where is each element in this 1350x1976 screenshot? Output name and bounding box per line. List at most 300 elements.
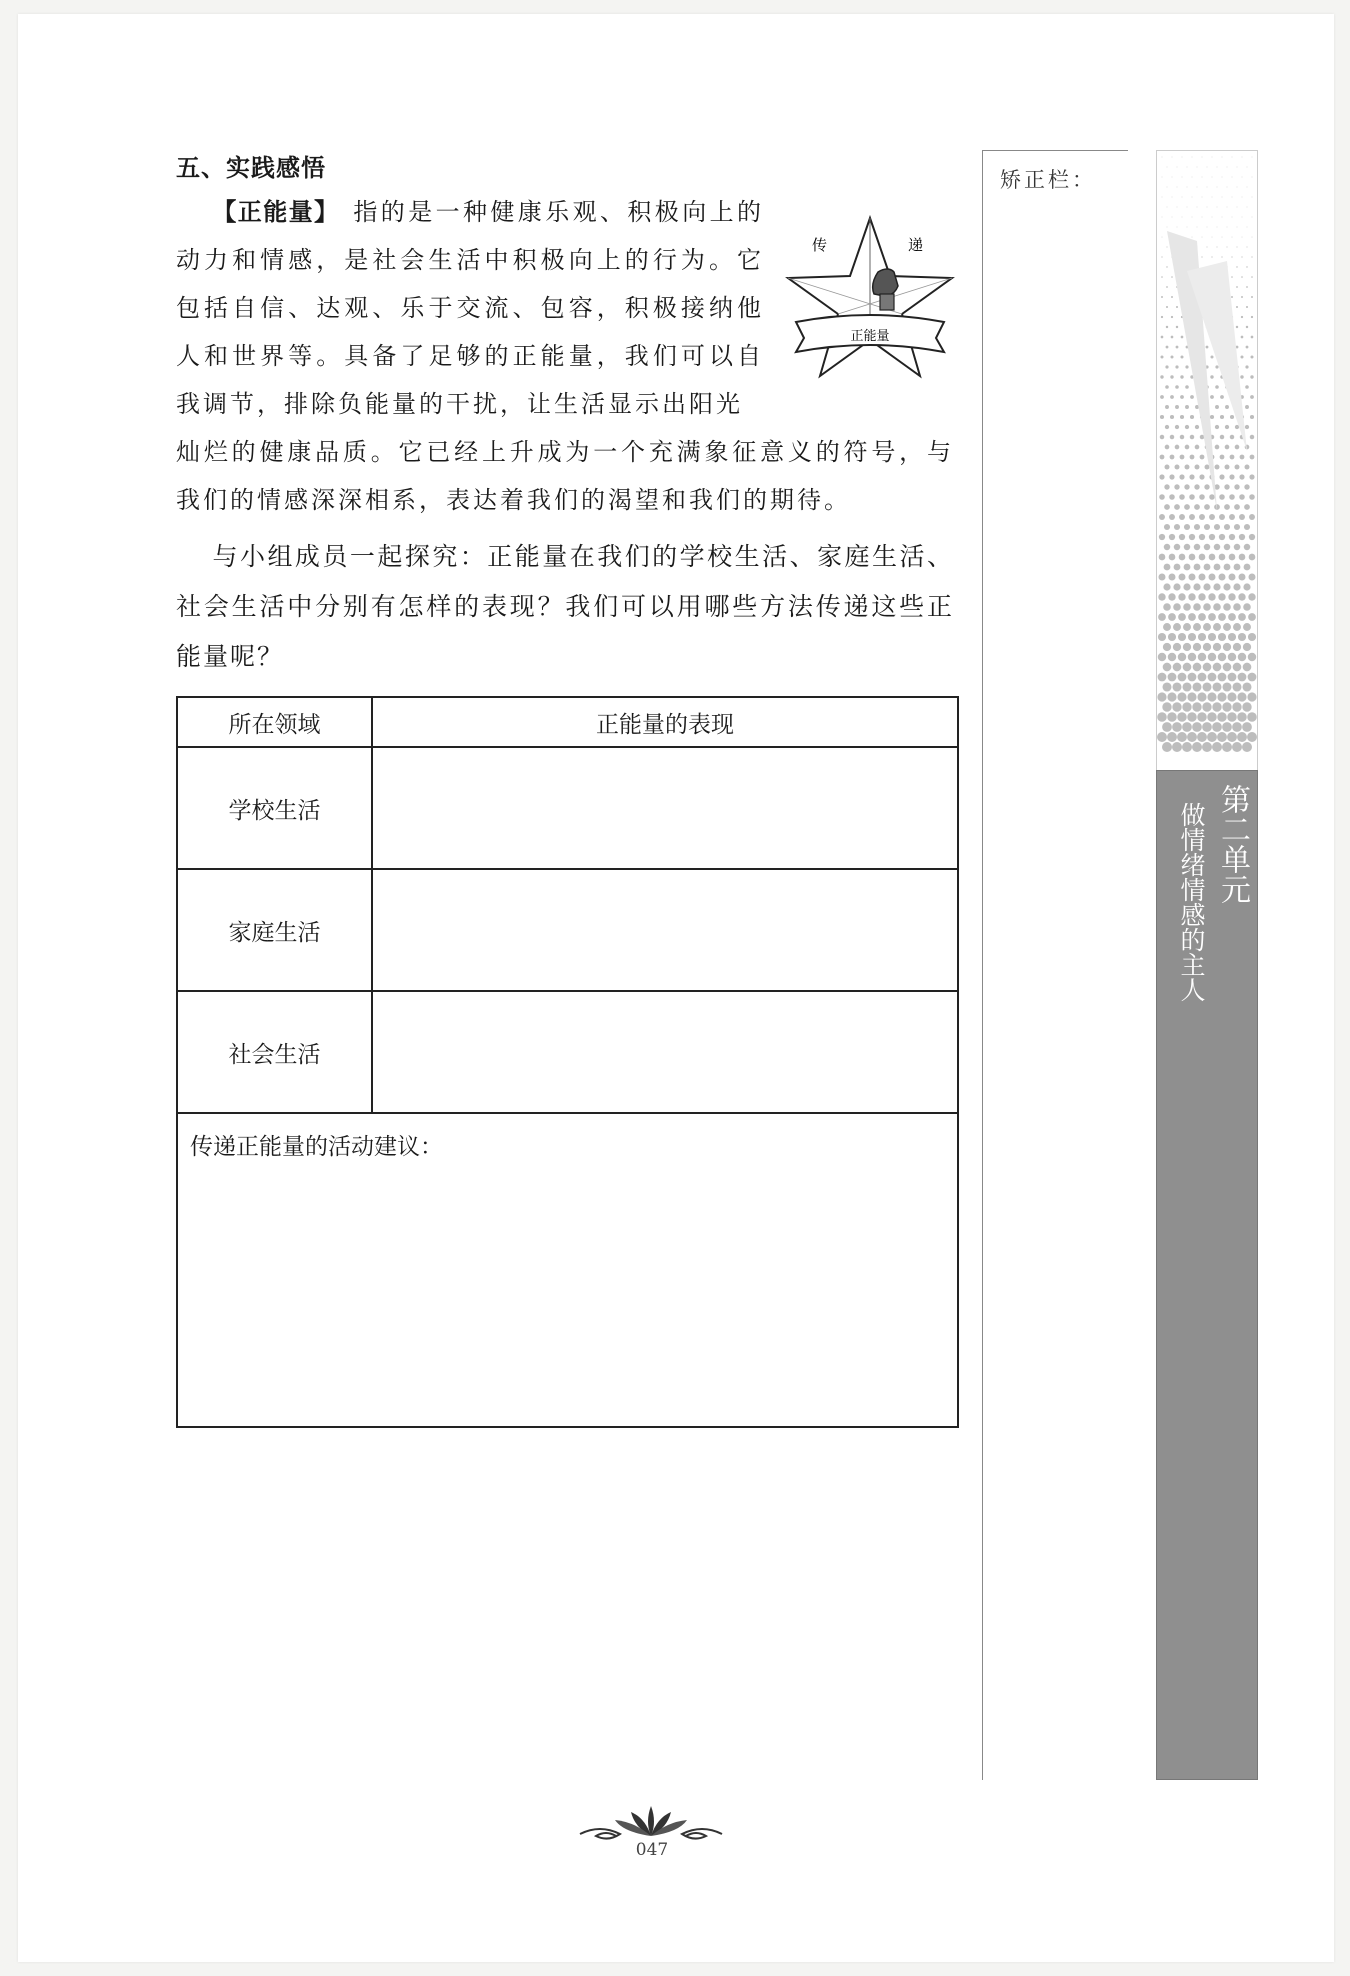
- halftone-dot: [1238, 653, 1246, 661]
- activity-suggestion-cell[interactable]: [177, 1113, 958, 1427]
- halftone-dot: [1224, 544, 1230, 550]
- halftone-dot: [1194, 524, 1200, 530]
- halftone-dot: [1168, 573, 1175, 580]
- halftone-dot: [1197, 732, 1207, 742]
- halftone-dot: [1234, 524, 1240, 530]
- halftone-dot: [1232, 722, 1242, 732]
- halftone-dot: [1203, 643, 1211, 651]
- halftone-dot: [1163, 643, 1171, 651]
- halftone-dot: [1202, 237, 1203, 238]
- halftone-dot: [1170, 395, 1174, 399]
- halftone-dot: [1188, 673, 1197, 682]
- answer-cell-school[interactable]: [372, 747, 958, 869]
- halftone-dot: [1189, 474, 1194, 479]
- halftone-dot: [1214, 564, 1221, 571]
- halftone-dot: [1234, 484, 1239, 489]
- halftone-dot: [1203, 603, 1211, 611]
- halftone-dot: [1227, 167, 1228, 168]
- halftone-dot: [1238, 633, 1246, 641]
- halftone-dot: [1208, 593, 1215, 600]
- halftone-dot: [1194, 544, 1200, 550]
- halftone-dot: [1210, 395, 1214, 399]
- domain-cell-school: 学校生活: [177, 747, 372, 869]
- halftone-dot: [1179, 494, 1185, 500]
- halftone-dot: [1177, 692, 1186, 701]
- halftone-dot: [1165, 405, 1169, 409]
- halftone-dot: [1244, 504, 1250, 510]
- halftone-dot: [1242, 722, 1252, 732]
- decorative-dot-pattern: [1156, 150, 1258, 772]
- halftone-dot: [1159, 534, 1165, 540]
- halftone-dot: [1248, 673, 1257, 682]
- halftone-dot: [1207, 167, 1208, 168]
- halftone-dot: [1215, 405, 1219, 409]
- halftone-dot: [1232, 197, 1233, 198]
- halftone-dot: [1232, 157, 1233, 158]
- halftone-dot: [1237, 187, 1238, 188]
- halftone-dot: [1182, 682, 1191, 691]
- halftone-dot: [1243, 623, 1251, 631]
- halftone-dot: [1202, 682, 1211, 691]
- halftone-dot: [1173, 663, 1182, 672]
- halftone-dot: [1177, 167, 1178, 168]
- halftone-dot: [1168, 653, 1176, 661]
- halftone-dot: [1236, 326, 1238, 328]
- halftone-dot: [1165, 365, 1168, 368]
- halftone-dot: [1197, 207, 1198, 208]
- halftone-dot: [1218, 593, 1225, 600]
- halftone-dot: [1224, 524, 1230, 530]
- halftone-dot: [1236, 246, 1237, 247]
- halftone-dot: [1240, 355, 1243, 358]
- halftone-dot: [1215, 365, 1218, 368]
- activity-prompt: [176, 532, 954, 682]
- definition-paragraph: [176, 188, 764, 428]
- halftone-dot: [1222, 682, 1231, 691]
- answer-cell-society[interactable]: [372, 991, 958, 1113]
- halftone-dot: [1189, 554, 1196, 561]
- halftone-dot: [1177, 207, 1178, 208]
- halftone-dot: [1241, 296, 1243, 298]
- halftone-dot: [1182, 217, 1183, 218]
- halftone-dot: [1229, 474, 1234, 479]
- halftone-dot: [1252, 177, 1253, 178]
- halftone-dot: [1204, 544, 1210, 550]
- halftone-dot: [1201, 256, 1202, 257]
- halftone-dot: [1198, 653, 1206, 661]
- halftone-dot: [1232, 177, 1233, 178]
- halftone-dot: [1182, 742, 1192, 752]
- halftone-dot: [1244, 484, 1249, 489]
- halftone-dot: [1198, 633, 1206, 641]
- halftone-dot: [1169, 534, 1175, 540]
- halftone-dot: [1166, 306, 1168, 308]
- halftone-dot: [1246, 286, 1248, 288]
- halftone-dot: [1162, 742, 1172, 752]
- halftone-dot: [1250, 375, 1253, 378]
- halftone-dot: [1169, 474, 1174, 479]
- halftone-dot: [1167, 732, 1177, 742]
- halftone-dot: [1250, 455, 1255, 460]
- halftone-dot: [1202, 217, 1203, 218]
- halftone-dot: [1208, 573, 1215, 580]
- halftone-dot: [1177, 187, 1178, 188]
- halftone-dot: [1239, 474, 1244, 479]
- halftone-dot: [1158, 673, 1167, 682]
- halftone-dot: [1208, 653, 1216, 661]
- halftone-dot: [1245, 405, 1249, 409]
- halftone-dot: [1247, 207, 1248, 208]
- halftone-dot: [1170, 455, 1175, 460]
- halftone-dot: [1194, 464, 1199, 469]
- halftone-dot: [1199, 494, 1205, 500]
- halftone-dot: [1228, 673, 1237, 682]
- halftone-dot: [1216, 246, 1217, 247]
- halftone-dot: [1249, 554, 1256, 561]
- halftone-dot: [1188, 573, 1195, 580]
- halftone-dot: [1193, 583, 1200, 590]
- halftone-dot: [1212, 742, 1222, 752]
- halftone-dot: [1222, 157, 1223, 158]
- halftone-dot: [1208, 633, 1216, 641]
- table-row: [177, 1113, 958, 1427]
- halftone-dot: [1172, 682, 1181, 691]
- definition-text-part1: 指的是一种健康乐观、积极向上的动力和情感，是社会生活中积极向上的行为。它包括自信、达观、乐于交流、包容，积极接纳他人和世界等。具备了足够的正能量，我们可以自我调节，排除负能量的干扰，让生活显示出阳光: [176, 198, 765, 418]
- page-number: 047: [635, 1840, 669, 1860]
- halftone-dot: [1202, 177, 1203, 178]
- halftone-dot: [1217, 207, 1218, 208]
- halftone-dot: [1192, 197, 1193, 198]
- halftone-dot: [1182, 177, 1183, 178]
- halftone-dot: [1242, 197, 1243, 198]
- halftone-dot: [1213, 663, 1222, 672]
- halftone-dot: [1250, 415, 1254, 419]
- halftone-dot: [1227, 732, 1237, 742]
- halftone-dot: [1159, 494, 1165, 500]
- halftone-dot: [1212, 177, 1213, 178]
- halftone-dot: [1251, 256, 1252, 257]
- halftone-dot: [1228, 633, 1236, 641]
- halftone-dot: [1175, 365, 1178, 368]
- halftone-dot: [1225, 425, 1229, 429]
- halftone-dot: [1159, 554, 1166, 561]
- halftone-dot: [1212, 722, 1222, 732]
- halftone-dot: [1202, 157, 1203, 158]
- halftone-dot: [1247, 692, 1256, 701]
- definition-text-part2: 灿烂的健康品质。它已经上升成为一个充满象征意义的符号，与我们的情感深深相系，表达着我们的渴望和我们的期待。: [176, 438, 954, 514]
- halftone-dot: [1174, 464, 1179, 469]
- domain-cell-family: 家庭生活: [177, 869, 372, 991]
- halftone-dot: [1162, 197, 1163, 198]
- halftone-dot: [1167, 712, 1177, 722]
- halftone-dot: [1167, 227, 1168, 228]
- halftone-dot: [1218, 653, 1226, 661]
- halftone-dot: [1192, 682, 1201, 691]
- halftone-dot: [1157, 692, 1166, 701]
- halftone-dot: [1208, 613, 1216, 621]
- halftone-dot: [1245, 425, 1249, 429]
- halftone-dot: [1243, 583, 1250, 590]
- halftone-dot: [1229, 554, 1236, 561]
- halftone-dot: [1163, 623, 1171, 631]
- table-row: [177, 991, 958, 1113]
- halftone-dot: [1180, 455, 1185, 460]
- domain-cell-society: 社会生活: [177, 991, 372, 1113]
- halftone-dot: [1169, 554, 1176, 561]
- halftone-dot: [1238, 673, 1247, 682]
- halftone-dot: [1184, 564, 1191, 571]
- halftone-dot: [1215, 445, 1220, 450]
- halftone-dot: [1209, 554, 1216, 561]
- halftone-dot: [1171, 296, 1173, 298]
- halftone-dot: [1222, 197, 1223, 198]
- halftone-dot: [1225, 405, 1229, 409]
- halftone-dot: [1232, 217, 1233, 218]
- halftone-dot: [1244, 544, 1250, 550]
- halftone-dot: [1213, 623, 1221, 631]
- halftone-dot: [1168, 593, 1175, 600]
- halftone-dot: [1158, 613, 1166, 621]
- halftone-dot: [1175, 445, 1180, 450]
- halftone-dot: [1209, 514, 1215, 520]
- halftone-dot: [1207, 207, 1208, 208]
- halftone-dot: [1158, 573, 1165, 580]
- halftone-dot: [1223, 643, 1231, 651]
- halftone-dot: [1220, 395, 1224, 399]
- halftone-dot: [1222, 702, 1231, 711]
- halftone-dot: [1212, 702, 1221, 711]
- halftone-dot: [1228, 653, 1236, 661]
- halftone-dot: [1167, 692, 1176, 701]
- halftone-dot: [1167, 187, 1168, 188]
- halftone-dot: [1187, 227, 1188, 228]
- halftone-dot: [1167, 207, 1168, 208]
- halftone-dot: [1220, 435, 1224, 439]
- halftone-dot: [1204, 564, 1211, 571]
- halftone-dot: [1219, 514, 1225, 520]
- halftone-dot: [1164, 524, 1170, 530]
- halftone-dot: [1202, 702, 1211, 711]
- halftone-dot: [1240, 375, 1243, 378]
- halftone-dot: [1194, 484, 1199, 489]
- halftone-dot: [1177, 227, 1178, 228]
- definition-term: 【正能量】: [212, 198, 340, 226]
- halftone-dot: [1161, 276, 1163, 278]
- halftone-dot: [1248, 633, 1256, 641]
- halftone-dot: [1160, 455, 1165, 460]
- halftone-dot: [1234, 564, 1241, 571]
- halftone-dot: [1172, 722, 1182, 732]
- halftone-dot: [1247, 227, 1248, 228]
- halftone-dot: [1192, 722, 1202, 732]
- answer-cell-family[interactable]: [372, 869, 958, 991]
- halftone-dot: [1237, 227, 1238, 228]
- halftone-dot: [1228, 613, 1236, 621]
- halftone-dot: [1166, 266, 1167, 267]
- halftone-dot: [1249, 534, 1255, 540]
- halftone-dot: [1214, 504, 1220, 510]
- halftone-dot: [1243, 663, 1252, 672]
- halftone-dot: [1228, 573, 1235, 580]
- halftone-dot: [1166, 286, 1168, 288]
- halftone-dot: [1161, 336, 1164, 339]
- halftone-dot: [1222, 177, 1223, 178]
- halftone-dot: [1217, 732, 1227, 742]
- halftone-dot: [1166, 326, 1168, 328]
- halftone-dot: [1251, 296, 1253, 298]
- table-row: [177, 747, 958, 869]
- halftone-dot: [1210, 375, 1213, 378]
- halftone-dot: [1237, 167, 1238, 168]
- halftone-dot: [1246, 306, 1248, 308]
- halftone-dot: [1175, 405, 1179, 409]
- halftone-dot: [1229, 534, 1235, 540]
- halftone-dot: [1233, 623, 1241, 631]
- halftone-dot: [1217, 712, 1227, 722]
- halftone-dot: [1204, 484, 1209, 489]
- halftone-dot: [1252, 157, 1253, 158]
- halftone-dot: [1207, 227, 1208, 228]
- halftone-dot: [1187, 692, 1196, 701]
- halftone-dot: [1204, 524, 1210, 530]
- halftone-dot: [1169, 514, 1175, 520]
- section-title: 五、实践感悟: [176, 154, 326, 182]
- halftone-dot: [1162, 157, 1163, 158]
- halftone-dot: [1215, 385, 1219, 389]
- halftone-dot: [1236, 306, 1238, 308]
- halftone-dot: [1234, 504, 1240, 510]
- halftone-dot: [1174, 564, 1181, 571]
- halftone-dot: [1192, 157, 1193, 158]
- halftone-dot: [1157, 712, 1167, 722]
- halftone-dot: [1180, 355, 1183, 358]
- halftone-dot: [1168, 633, 1176, 641]
- halftone-dot: [1197, 227, 1198, 228]
- halftone-dot: [1237, 712, 1247, 722]
- halftone-dot: [1170, 415, 1174, 419]
- halftone-dot: [1199, 474, 1204, 479]
- halftone-dot: [1222, 722, 1232, 732]
- halftone-dot: [1238, 613, 1246, 621]
- halftone-dot: [1246, 326, 1248, 328]
- halftone-dot: [1243, 643, 1251, 651]
- halftone-dot: [1248, 593, 1255, 600]
- halftone-dot: [1202, 197, 1203, 198]
- halftone-dot: [1212, 197, 1213, 198]
- halftone-dot: [1197, 167, 1198, 168]
- halftone-dot: [1180, 375, 1183, 378]
- halftone-dot: [1189, 534, 1195, 540]
- halftone-dot: [1217, 227, 1218, 228]
- halftone-dot: [1160, 415, 1164, 419]
- halftone-dot: [1172, 177, 1173, 178]
- halftone-dot: [1197, 187, 1198, 188]
- correction-margin-top-rule: [982, 150, 1128, 151]
- halftone-dot: [1224, 564, 1231, 571]
- halftone-dot: [1247, 712, 1257, 722]
- activity-suggestion-label: 传递正能量的活动建议：: [190, 1134, 443, 1160]
- halftone-dot: [1170, 375, 1173, 378]
- halftone-dot: [1158, 633, 1166, 641]
- halftone-dot: [1183, 603, 1191, 611]
- halftone-dot: [1160, 435, 1164, 439]
- halftone-dot: [1175, 385, 1179, 389]
- halftone-dot: [1172, 157, 1173, 158]
- halftone-dot: [1192, 237, 1193, 238]
- halftone-dot: [1203, 623, 1211, 631]
- halftone-dot: [1176, 306, 1178, 308]
- halftone-dot: [1168, 673, 1177, 682]
- halftone-dot: [1165, 445, 1170, 450]
- halftone-dot: [1187, 207, 1188, 208]
- halftone-dot: [1158, 653, 1166, 661]
- halftone-dot: [1224, 484, 1229, 489]
- illustration-left-char: 传: [812, 236, 828, 254]
- correction-margin-label: 矫正栏：: [1000, 168, 1096, 192]
- halftone-dot: [1178, 673, 1187, 682]
- halftone-dot: [1219, 534, 1225, 540]
- halftone-dot: [1174, 484, 1179, 489]
- halftone-dot: [1176, 326, 1178, 328]
- halftone-dot: [1178, 573, 1185, 580]
- halftone-dot: [1214, 524, 1220, 530]
- illustration-right-char: 递: [908, 236, 924, 254]
- halftone-dot: [1193, 663, 1202, 672]
- halftone-dot: [1192, 742, 1202, 752]
- halftone-dot: [1164, 564, 1171, 571]
- halftone-dot: [1159, 514, 1165, 520]
- halftone-dot: [1192, 217, 1193, 218]
- halftone-dot: [1159, 474, 1164, 479]
- halftone-dot: [1221, 256, 1222, 257]
- halftone-dot: [1238, 573, 1245, 580]
- halftone-dot: [1197, 712, 1207, 722]
- halftone-dot: [1178, 613, 1186, 621]
- halftone-dot: [1174, 524, 1180, 530]
- halftone-dot: [1219, 474, 1224, 479]
- halftone-dot: [1178, 593, 1185, 600]
- halftone-dot: [1198, 573, 1205, 580]
- halftone-dot: [1243, 603, 1251, 611]
- halftone-dot: [1170, 435, 1174, 439]
- halftone-dot: [1247, 187, 1248, 188]
- halftone-dot: [1209, 534, 1215, 540]
- halftone-dot: [1165, 425, 1169, 429]
- halftone-dot: [1179, 534, 1185, 540]
- halftone-dot: [1160, 375, 1163, 378]
- halftone-dot: [1160, 355, 1163, 358]
- halftone-dot: [1199, 534, 1205, 540]
- halftone-dot: [1182, 197, 1183, 198]
- halftone-dot: [1199, 514, 1205, 520]
- halftone-dot: [1179, 554, 1186, 561]
- halftone-dot: [1162, 722, 1172, 732]
- halftone-dot: [1212, 237, 1213, 238]
- halftone-dot: [1185, 365, 1188, 368]
- halftone-dot: [1207, 712, 1217, 722]
- halftone-dot: [1208, 673, 1217, 682]
- halftone-dot: [1204, 464, 1209, 469]
- halftone-dot: [1170, 355, 1173, 358]
- halftone-dot: [1176, 346, 1179, 349]
- halftone-dot: [1251, 276, 1253, 278]
- halftone-dot: [1219, 554, 1226, 561]
- halftone-dot: [1173, 643, 1181, 651]
- halftone-dot: [1230, 415, 1234, 419]
- halftone-dot: [1198, 673, 1207, 682]
- halftone-dot: [1233, 663, 1242, 672]
- halftone-dot: [1217, 167, 1218, 168]
